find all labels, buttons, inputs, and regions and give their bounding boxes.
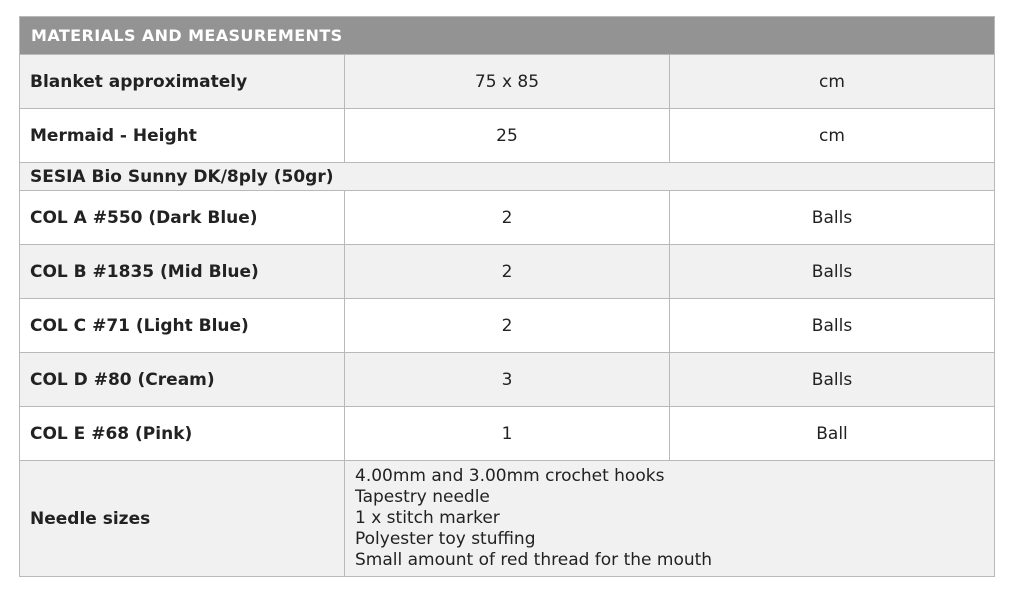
row-value: 2: [345, 245, 670, 299]
needle-item: Polyester toy stuffing: [355, 529, 536, 549]
row-value: 75 x 85: [345, 55, 670, 109]
row-label: COL E #68 (Pink): [20, 407, 345, 461]
needle-item: Small amount of red thread for the mouth: [355, 550, 713, 570]
row-unit: Balls: [670, 245, 995, 299]
needle-items: [345, 461, 995, 577]
table-row: [20, 353, 995, 407]
row-unit: Balls: [670, 299, 995, 353]
table-header: MATERIALS AND MEASUREMENTS: [20, 17, 995, 55]
row-label: COL C #71 (Light Blue): [20, 299, 345, 353]
table-row: [20, 55, 995, 109]
row-unit: Balls: [670, 353, 995, 407]
row-value: 1: [345, 407, 670, 461]
row-unit: Ball: [670, 407, 995, 461]
table-header-row: [20, 17, 995, 55]
row-unit: cm: [670, 55, 995, 109]
row-value: 2: [345, 191, 670, 245]
table-row: [20, 191, 995, 245]
row-value: 3: [345, 353, 670, 407]
table-row: [20, 245, 995, 299]
row-unit: Balls: [670, 191, 995, 245]
row-value: 25: [345, 109, 670, 163]
row-label: COL B #1835 (Mid Blue): [20, 245, 345, 299]
row-value: 2: [345, 299, 670, 353]
needle-item: 4.00mm and 3.00mm crochet hooks: [355, 466, 665, 486]
table-row: [20, 407, 995, 461]
needle-item: 1 x stitch marker: [355, 508, 500, 528]
table-row: [20, 109, 995, 163]
needle-label: Needle sizes: [20, 461, 345, 577]
row-label: COL D #80 (Cream): [20, 353, 345, 407]
row-label: Blanket approximately: [20, 55, 345, 109]
section-title: SESIA Bio Sunny DK/8ply (50gr): [20, 163, 995, 191]
table-row: [20, 299, 995, 353]
row-label: Mermaid - Height: [20, 109, 345, 163]
materials-table: [19, 16, 995, 577]
section-row: [20, 163, 995, 191]
needle-item: Tapestry needle: [355, 487, 490, 507]
needle-row: [20, 461, 995, 577]
row-label: COL A #550 (Dark Blue): [20, 191, 345, 245]
row-unit: cm: [670, 109, 995, 163]
